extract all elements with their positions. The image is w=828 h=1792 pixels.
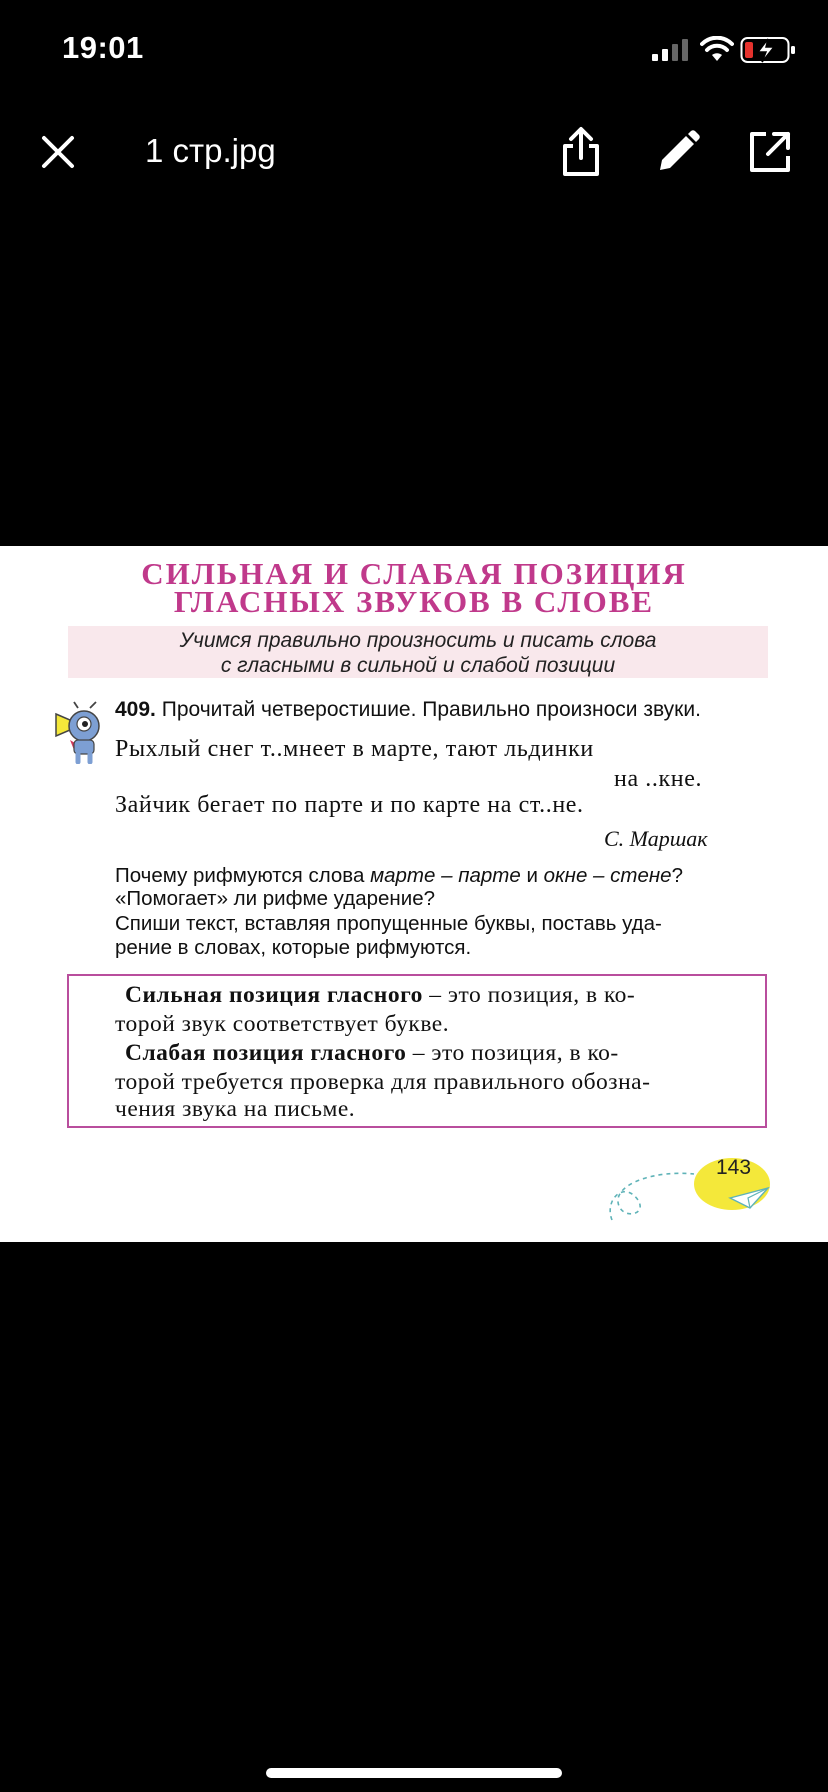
rule-line: чения звука на письме. — [115, 1096, 356, 1122]
wifi-icon — [700, 36, 734, 62]
rule-line: торой звук соответствует букве. — [115, 1011, 450, 1037]
task-line: Спиши текст, вставляя пропущенные буквы, поставь уда- — [115, 912, 662, 935]
exercise-number: 409. — [115, 698, 156, 721]
poem-author: С. Маршак — [604, 826, 708, 851]
status-time: 19:01 — [62, 30, 144, 65]
rule-line: торой требуется проверка для правильного обозна- — [115, 1069, 651, 1095]
rule-term: Сильная позиция гласного — [125, 982, 423, 1008]
page-title-line2: ГЛАСНЫХ ЗВУКОВ В СЛОВЕ — [173, 584, 655, 619]
subtitle-line: Учимся правильно произносить и писать слова — [179, 629, 657, 652]
page-title: СИЛЬНАЯ И СЛАБАЯ ПОЗИЦИЯ — [141, 556, 687, 591]
poem-line: Рыхлый снег т..мнеет в марте, тают льдинки — [115, 736, 594, 762]
question-line: Почему рифмуются слова марте – парте и окне – стене? — [115, 864, 683, 887]
edit-pencil-icon[interactable] — [654, 128, 702, 176]
home-indicator[interactable] — [266, 1768, 562, 1778]
file-name-title: 1 стр.jpg — [145, 132, 276, 169]
subtitle-banner — [68, 626, 768, 678]
close-icon[interactable] — [36, 130, 80, 174]
cellular-signal-icon — [652, 39, 692, 61]
page-number: 143 — [716, 1156, 752, 1179]
poem-line: Зайчик бегает по парте и по карте на ст..не. — [115, 792, 584, 818]
status-bar — [0, 0, 828, 100]
task-line: рение в словах, которые рифмуются. — [115, 936, 472, 959]
exercise-heading — [115, 698, 701, 722]
rule-line: Сильная позиция гласного – это позиция, в ко- — [125, 982, 636, 1008]
subtitle-line: с гласными в сильной и слабой позиции — [220, 654, 616, 677]
exercise-instruction: Прочитай четверостишие. Правильно произноси звуки. — [161, 698, 701, 721]
question-line: «Помогает» ли рифме ударение? — [115, 887, 435, 910]
rule-box — [67, 974, 767, 1128]
poem-line: на ..кне. — [614, 766, 703, 792]
battery-low-charging-icon — [740, 36, 796, 64]
open-external-icon[interactable] — [748, 130, 792, 174]
rule-line: Слабая позиция гласного – это позиция, в ко- — [125, 1040, 619, 1066]
mascot-megaphone-icon — [54, 700, 110, 764]
share-icon[interactable] — [560, 126, 602, 178]
document-image[interactable] — [0, 546, 828, 1242]
viewer-nav-bar — [0, 108, 828, 198]
rule-term: Слабая позиция гласного — [125, 1040, 407, 1066]
